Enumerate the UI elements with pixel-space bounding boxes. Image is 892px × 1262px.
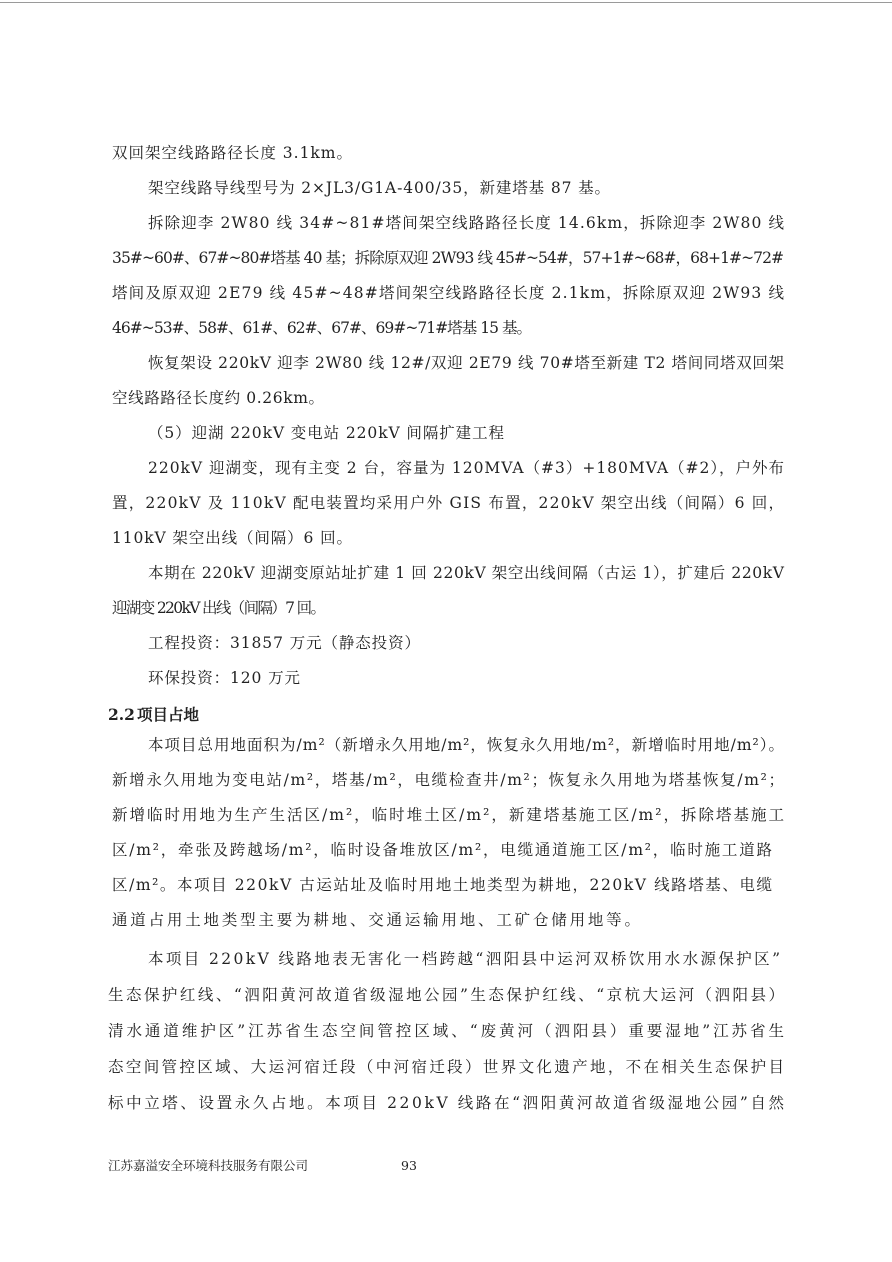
section-title: 项目占地 xyxy=(137,705,200,724)
top-border-line xyxy=(0,2,892,3)
page-number: 93 xyxy=(401,1158,417,1173)
section-number: 2.2 xyxy=(108,705,135,724)
footer-company: 江苏嘉溢安全环境科技服务有限公司 xyxy=(108,1158,309,1173)
